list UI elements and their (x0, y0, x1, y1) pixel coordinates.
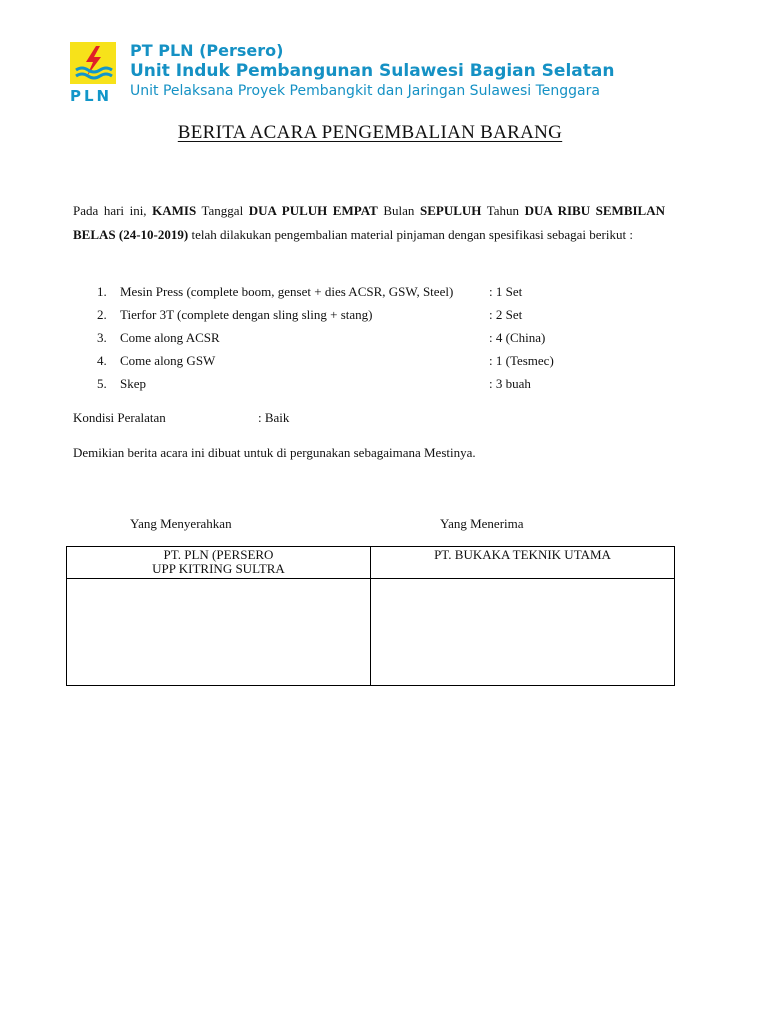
list-item: 4. Come along GSW (97, 353, 216, 368)
handover-label: Yang Menyerahkan (130, 516, 232, 531)
list-item-qty: : 1 Set (489, 284, 523, 299)
year-words: DUA RIBU SEMBILAN BELAS (24-10-2019) (73, 203, 666, 242)
list-item-qty: : 1 (Tesmec) (489, 353, 554, 368)
lightning-icon (70, 42, 116, 84)
handover-signature-box (67, 579, 371, 686)
list-item: 5. Skep (97, 376, 146, 391)
date-words: DUA PULUH EMPAT (248, 203, 378, 218)
closing-statement: Demikian berita acara ini dibuat untuk di pergunakan sebagaimana Mestinya. (73, 445, 476, 460)
receiver-org: PT. BUKAKA TEKNIK UTAMA (371, 547, 675, 579)
day: KAMIS (152, 203, 197, 218)
company-name: PT PLN (Persero) (130, 41, 284, 60)
list-item-qty: : 3 buah (489, 376, 531, 391)
signature-table (66, 546, 675, 686)
list-item: 3. Come along ACSR (97, 330, 220, 345)
list-item-qty: : 2 Set (489, 307, 523, 322)
handover-org: PT. PLN (PERSERO UPP KITRING SULTRA (67, 547, 371, 579)
logo-text: PLN (70, 87, 113, 105)
pln-logo (70, 42, 120, 104)
list-item: 1. Mesin Press (complete boom, genset + dies ACSR, GSW, Steel) (97, 284, 454, 299)
receiver-signature-box (371, 579, 675, 686)
sub-unit-name: Unit Pelaksana Proyek Pembangkit dan Jaringan Sulawesi Tenggara (130, 83, 600, 99)
receiver-label: Yang Menerima (440, 516, 524, 531)
month: SEPULUH (420, 203, 482, 218)
unit-name: Unit Induk Pembangunan Sulawesi Bagian Selatan (130, 61, 615, 81)
intro-paragraph: Pada hari ini, KAMIS Tanggal DUA PULUH EMPAT Bulan SEPULUH Tahun DUA RIBU SEMBILAN BELAS (24-10-2019) telah dilakukan pengembalian material pinjaman dengan spesifikasi sebagai berikut : (73, 203, 666, 242)
list-item: 2. Tierfor 3T (complete dengan sling sling + stang) (97, 307, 373, 322)
condition-label: Kondisi Peralatan (73, 410, 166, 425)
condition-value: : Baik (258, 410, 290, 425)
document-title: BERITA ACARA PENGEMBALIAN BARANG (177, 122, 563, 143)
list-item-qty: : 4 (China) (489, 330, 546, 345)
